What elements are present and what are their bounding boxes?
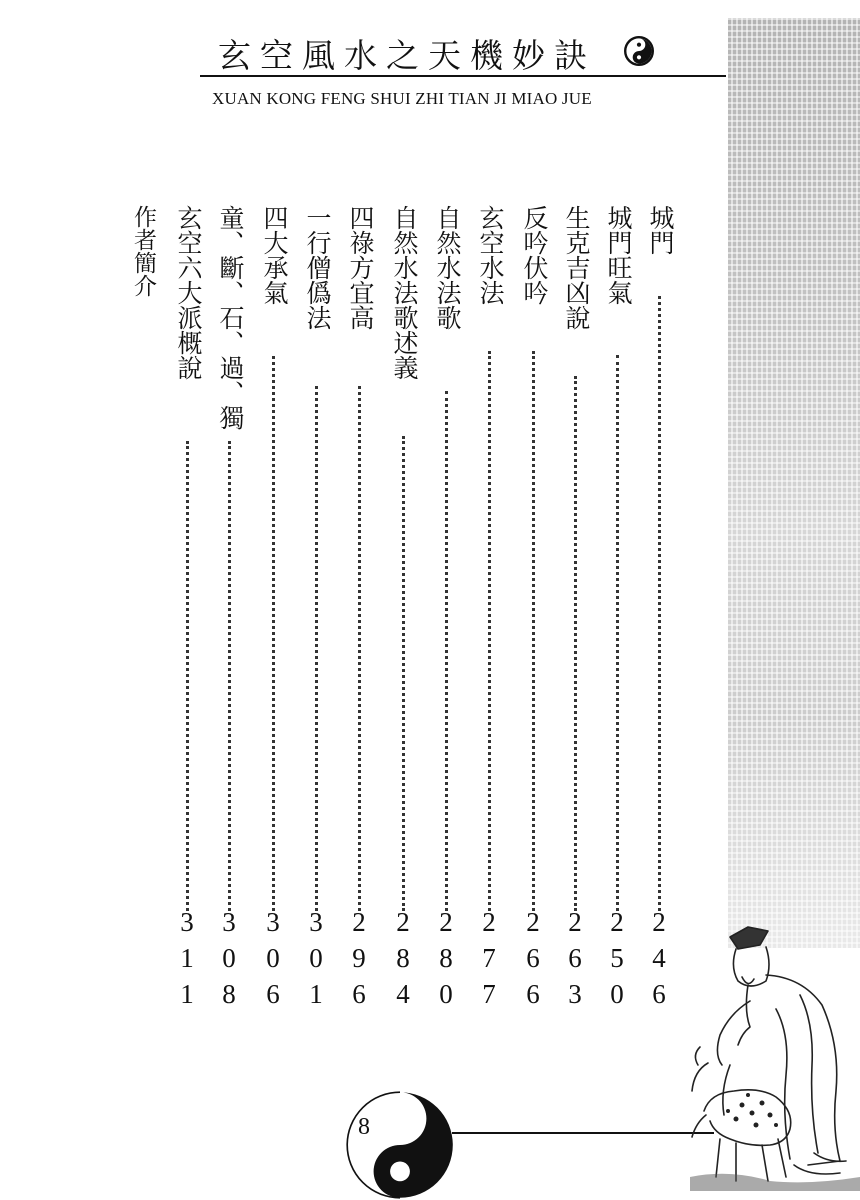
toc-entry-page: 284 bbox=[388, 907, 418, 1015]
toc-entry-title: 玄空水法 bbox=[476, 205, 505, 305]
toc-entry bbox=[297, 205, 337, 1015]
sage-with-deer-icon bbox=[690, 915, 860, 1191]
page-header-subtitle: XUAN KONG FENG SHUI ZHI TIAN JI MIAO JUE bbox=[212, 89, 592, 108]
yin-yang-icon bbox=[624, 36, 654, 66]
toc-entry-page: 311 bbox=[172, 907, 202, 1015]
toc-entry-page: 306 bbox=[258, 907, 288, 1015]
toc-entry bbox=[470, 205, 510, 1015]
toc-leader-dots bbox=[574, 376, 577, 911]
toc-leader-dots bbox=[272, 356, 275, 911]
toc-entry-title: 一行僧僞法 bbox=[303, 205, 332, 330]
toc-entry bbox=[556, 205, 596, 1015]
toc-entry-page: 266 bbox=[518, 907, 548, 1015]
toc-entry-title: 自然水法歌述義 bbox=[390, 205, 419, 380]
page-number: 8 bbox=[358, 1114, 370, 1140]
decorative-side-band bbox=[728, 18, 860, 948]
toc-entry-page: 250 bbox=[602, 907, 632, 1015]
toc-leader-dots bbox=[358, 386, 361, 911]
toc-leader-dots bbox=[488, 351, 491, 911]
page-header-title: 玄空風水之天機妙訣 bbox=[218, 36, 596, 75]
toc-entry-title: 城門旺氣 bbox=[604, 205, 633, 305]
toc-entry-title: 反吟伏吟 bbox=[520, 205, 549, 305]
toc-entry-title: 自然水法歌 bbox=[433, 205, 462, 330]
header-rule bbox=[200, 75, 726, 77]
toc-leader-dots bbox=[186, 441, 189, 911]
toc-entry bbox=[598, 205, 638, 1015]
toc-entry-page: 280 bbox=[431, 907, 461, 1015]
toc-entry bbox=[640, 205, 680, 1015]
toc-entry-title: 四祿方宜高 bbox=[346, 205, 375, 330]
toc-entry-page: 301 bbox=[301, 907, 331, 1015]
toc-entry-title: 四大承氣 bbox=[260, 205, 289, 305]
toc-leader-dots bbox=[228, 441, 231, 911]
toc-leader-dots bbox=[445, 391, 448, 911]
toc-entry-page: 296 bbox=[344, 907, 374, 1015]
toc-entry bbox=[254, 205, 294, 1015]
footer-rule bbox=[452, 1132, 714, 1134]
toc-entry bbox=[168, 205, 208, 1015]
toc-leader-dots bbox=[315, 386, 318, 911]
toc-entry bbox=[427, 205, 467, 1015]
toc-leader-dots bbox=[402, 436, 405, 911]
toc-entry-title: 玄空六大派概說 bbox=[174, 205, 203, 380]
toc-leader-dots bbox=[658, 296, 661, 911]
toc-entry bbox=[514, 205, 554, 1015]
toc-entry-page: 263 bbox=[560, 907, 590, 1015]
toc-entry bbox=[210, 205, 250, 1015]
toc-entry-title: 生克吉凶說 bbox=[562, 205, 591, 330]
toc-entry bbox=[340, 205, 380, 1015]
toc-leader-dots bbox=[532, 351, 535, 911]
author-intro-label: 作者簡介 bbox=[130, 205, 156, 297]
toc-entry-page: 277 bbox=[474, 907, 504, 1015]
toc-entry-page: 308 bbox=[214, 907, 244, 1015]
yin-yang-icon bbox=[345, 1090, 455, 1200]
toc-entry-title: 城門 bbox=[646, 205, 675, 255]
toc-leader-dots bbox=[616, 355, 619, 911]
toc-entry-title: 童、斷、石、過、獨 bbox=[216, 205, 245, 430]
toc-entry-page: 246 bbox=[644, 907, 674, 1015]
toc-entry bbox=[384, 205, 424, 1015]
